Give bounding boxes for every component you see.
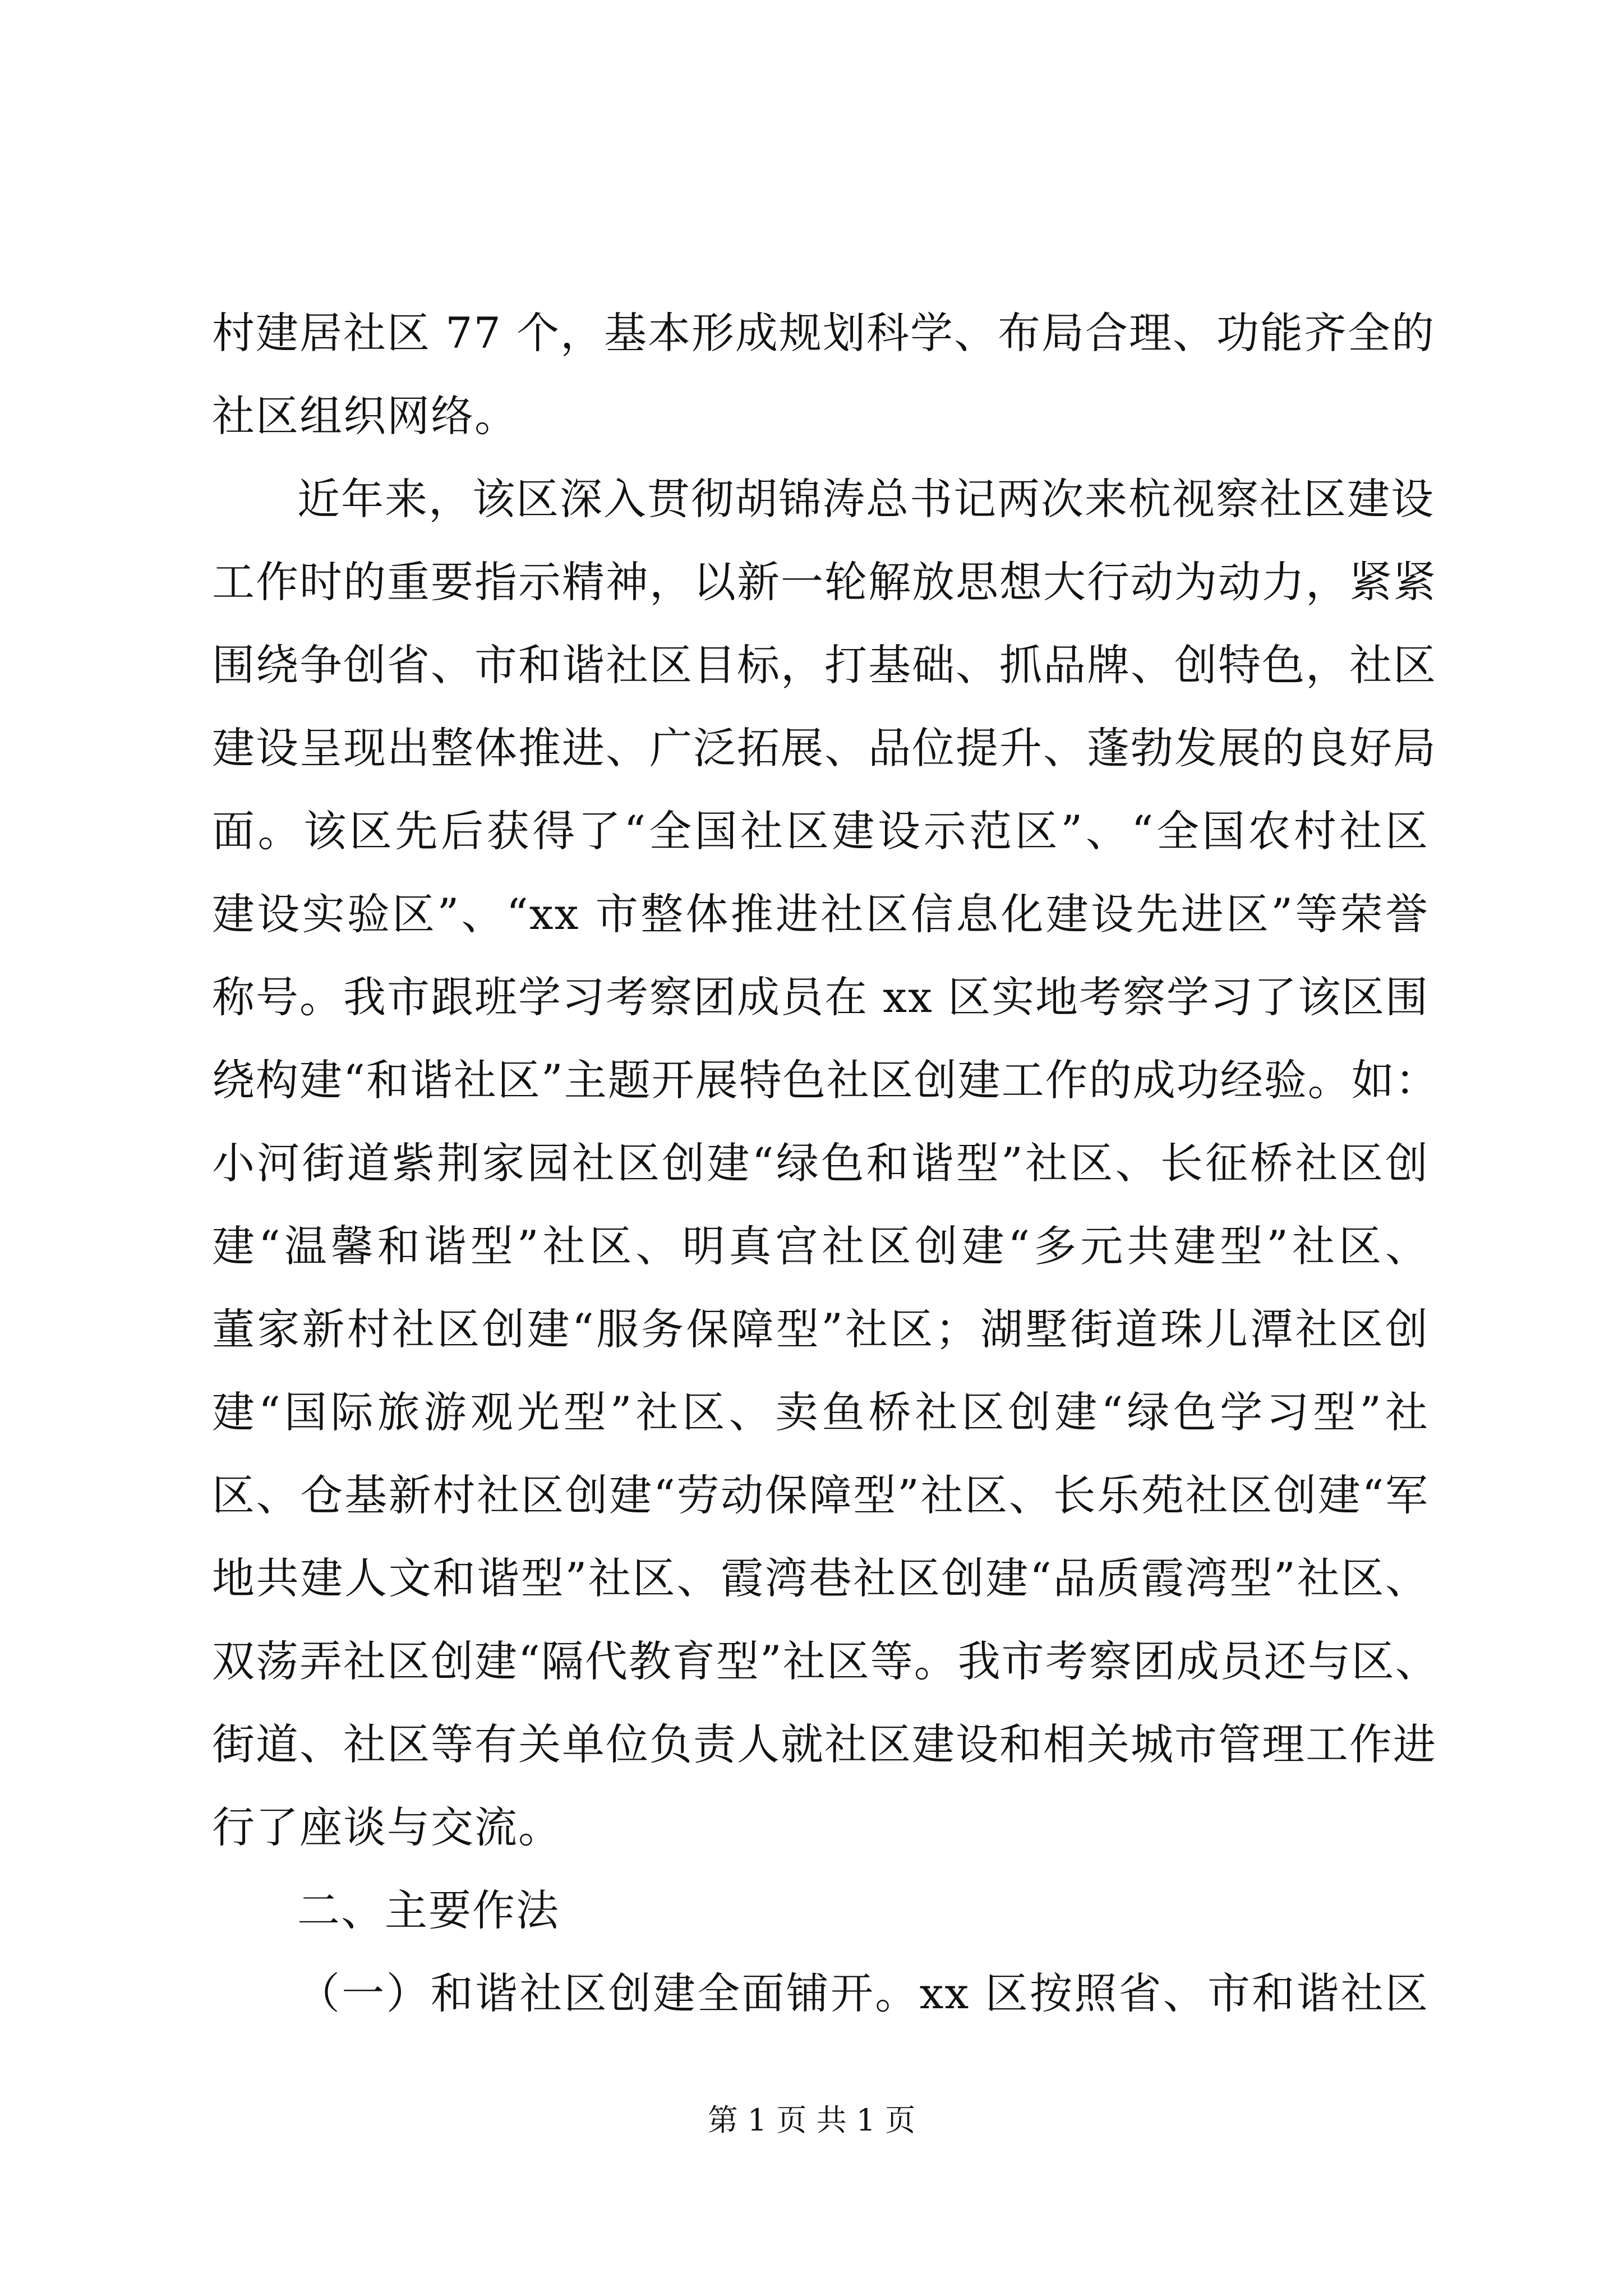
text-line: 面。该区先后获得了“全国社区建设示范区”、“全国农村社区 bbox=[212, 806, 1429, 856]
text-line: 区、仓基新村社区创建“劳动保障型”社区、长乐苑社区创建“军 bbox=[212, 1470, 1429, 1520]
text-line: 董家新村社区创建“服务保障型”社区；湖墅街道珠儿潭社区创 bbox=[212, 1304, 1429, 1354]
text-line: 建“国际旅游观光型”社区、卖鱼桥社区创建“绿色学习型”社 bbox=[212, 1387, 1429, 1437]
page-footer: 第 1 页 共 1 页 bbox=[707, 2102, 916, 2138]
text-line: 围绕争创省、市和谐社区目标，打基础、抓品牌、创特色，社区 bbox=[212, 640, 1437, 690]
text-line: 村建居社区 77 个，基本形成规划科学、布局合理、功能齐全的 bbox=[212, 308, 1436, 358]
text-line: 建“温馨和谐型”社区、明真宫社区创建“多元共建型”社区、 bbox=[212, 1221, 1429, 1271]
text-line: （一）和谐社区创建全面铺开。xx 区按照省、市和谐社区 bbox=[297, 1968, 1429, 2018]
text-line: 称号。我市跟班学习考察团成员在 xx 区实地考察学习了该区围 bbox=[212, 972, 1430, 1022]
text-line: 行了座谈与交流。 bbox=[212, 1802, 562, 1852]
text-line: 工作时的重要指示精神，以新一轮解放思想大行动为动力，紧紧 bbox=[212, 557, 1437, 607]
text-line: 社区组织网络。 bbox=[212, 391, 518, 441]
text-line: 建设实验区”、“xx 市整体推进社区信息化建设先进区”等荣誉 bbox=[212, 889, 1429, 939]
text-line: 近年来，该区深入贯彻胡锦涛总书记两次来杭视察社区建设 bbox=[297, 474, 1435, 524]
text-line: 绕构建“和谐社区”主题开展特色社区创建工作的成功经验。如： bbox=[212, 1055, 1439, 1105]
text-line: 小河街道紫荆家园社区创建“绿色和谐型”社区、长征桥社区创 bbox=[212, 1138, 1429, 1188]
section-heading: 二、主要作法 bbox=[297, 1885, 560, 1935]
text-line: 街道、社区等有关单位负责人就社区建设和相关城市管理工作进 bbox=[212, 1719, 1437, 1769]
text-line: 建设呈现出整体推进、广泛拓展、品位提升、蓬勃发展的良好局 bbox=[212, 723, 1437, 773]
text-line: 地共建人文和谐型”社区、霞湾巷社区创建“品质霞湾型”社区、 bbox=[212, 1553, 1429, 1603]
text-line: 双荡弄社区创建“隔代教育型”社区等。我市考察团成员还与区、 bbox=[212, 1636, 1439, 1686]
document-body bbox=[212, 292, 1439, 2035]
